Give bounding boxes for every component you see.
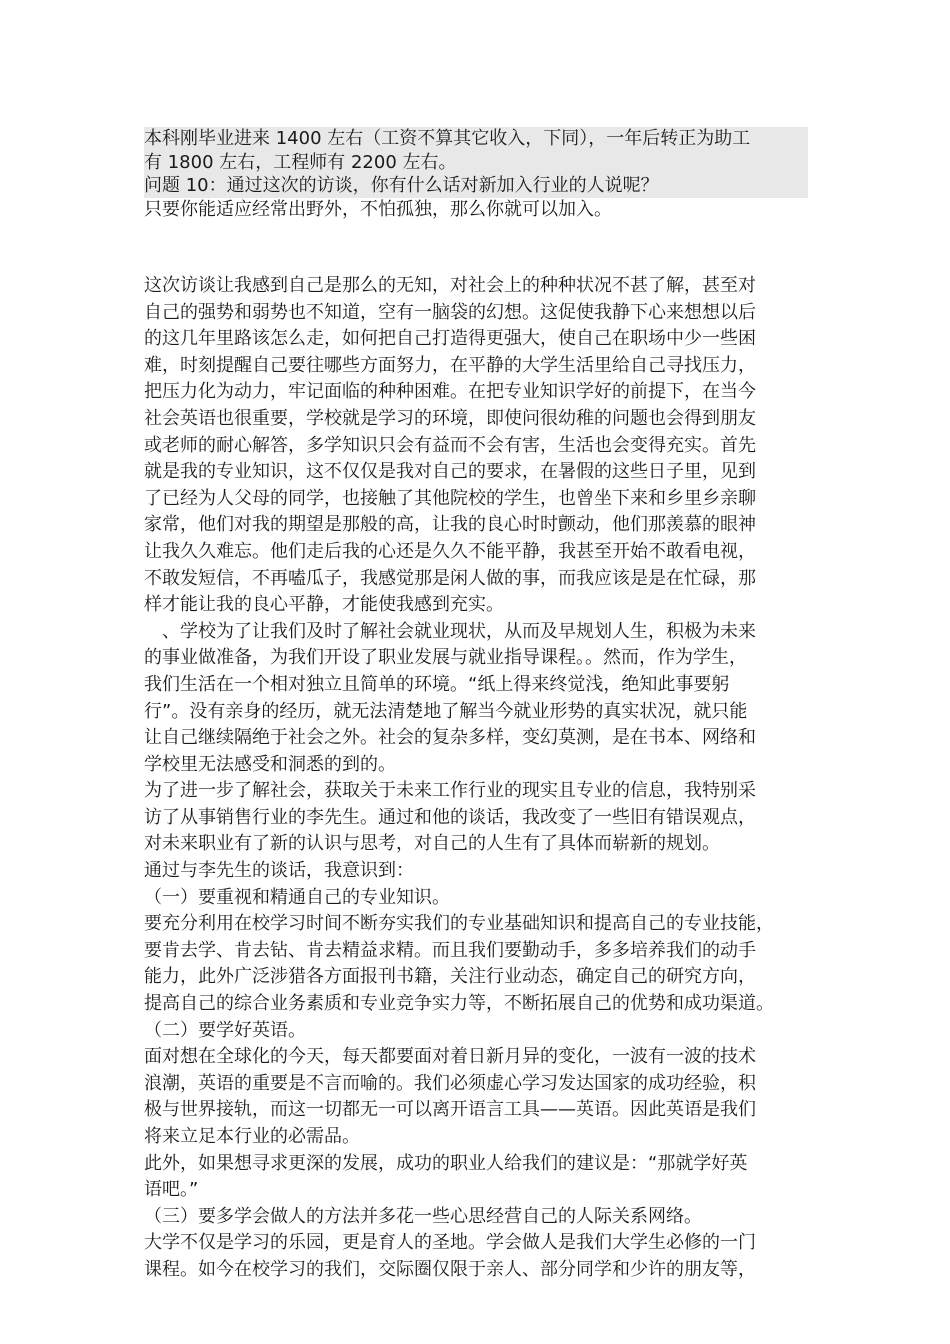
essay-line: 能力，此外广泛涉猎各方面报刊书籍，关注行业动态，确定自己的研究方向， [144,966,756,988]
essay-line: 难，时刻提醒自己要往哪些方面努力，在平静的大学生活里给自己寻找压力， [144,354,756,376]
essay-line: 访了从事销售行业的李先生。通过和他的谈话，我改变了一些旧有错误观点， [144,806,756,828]
essay-line: 或老师的耐心解答，多学知识只会有益而不会有害，生活也会变得充实。首先 [144,434,756,456]
section-heading-1: （一）要重视和精通自己的专业知识。 [144,886,450,908]
essay-line: 通过与李先生的谈话，我意识到： [144,860,414,882]
essay-line: 让我久久难忘。他们走后我的心还是久久不能平静，我甚至开始不敢看电视， [144,540,756,562]
essay-line: 课程。如今在校学习的我们，交际圈仅限于亲人、部分同学和少许的朋友等， [144,1258,756,1280]
essay-line: 、学校为了让我们及时了解社会就业现状，从而及早规划人生，积极为未来 [144,620,756,642]
essay-line: 就是我的专业知识，这不仅仅是我对自己的要求，在暑假的这些日子里，见到 [144,461,756,483]
section-heading-3: （三）要多学会做人的方法并多花一些心思经营自己的人际关系网络。 [144,1205,702,1227]
essay-line: 语吧。” [144,1179,199,1201]
essay-line: 提高自己的综合业务素质和专业竞争实力等，不断拓展自己的优势和成功渠道。 [144,993,774,1015]
essay-line: 行”。没有亲身的经历，就无法清楚地了解当今就业形势的真实状况，就只能 [144,700,748,722]
essay-line: 家常，他们对我的期望是那般的高，让我的良心时时颤动，他们那羡慕的眼神 [144,514,756,536]
essay-body [144,273,808,1284]
essay-line: 的这几年里路该怎么走，如何把自己打造得更强大，使自己在职场中少一些困 [144,328,756,350]
essay-line: 这次访谈让我感到自己是那么的无知，对社会上的种种状况不甚了解，甚至对 [144,275,756,296]
essay-line: 此外，如果想寻求更深的发展，成功的职业人给我们的建议是：“那就学好英 [144,1152,748,1174]
essay-line: 大学不仅是学习的乐园，更是育人的圣地。学会做人是我们大学生必修的一门 [144,1232,756,1254]
essay-line: 对未来职业有了新的认识与思考，对自己的人生有了具体而崭新的规划。 [144,833,720,855]
essay-line: 要肯去学、肯去钻、肯去精益求精。而且我们要勤动手，多多培养我们的动手 [144,939,756,961]
essay-line: 要充分利用在校学习时间不断夯实我们的专业基础知识和提高自己的专业技能， [144,913,774,935]
essay-line: 了已经为人父母的同学，也接触了其他院校的学生，也曾坐下来和乡里乡亲聊 [144,487,756,509]
essay-line: 将来立足本行业的必需品。 [144,1126,360,1147]
essay-line: 学校里无法感受和洞悉的到的。 [144,753,396,775]
essay-line: 不敢发短信，不再嗑瓜子，我感觉那是闲人做的事，而我应该是是在忙碌，那 [144,567,756,589]
answer-10: 只要你能适应经常出野外，不怕孤独，那么你就可以加入。 [144,198,612,220]
interview-tail [144,127,808,221]
essay-line: 的事业做准备，为我们开设了职业发展与就业指导课程。。然而，作为学生， [144,647,747,669]
essay-line: 社会英语也很重要，学校就是学习的环境，即使问很幼稚的问题也会得到朋友 [144,407,756,429]
essay-line: 让自己继续隔绝于社会之外。社会的复杂多样，变幻莫测，是在书本、网络和 [144,727,756,749]
essay-line: 极与世界接轨，而这一切都无一可以离开语言工具——英语。因此英语是我们 [144,1099,756,1121]
question-10: 问题 10：通过这次的访谈，你有什么话对新加入行业的人说呢？ [144,174,808,198]
essay-line: 自己的强势和弱势也不知道，空有一脑袋的幻想。这促使我静下心来想想以后 [144,301,756,323]
essay-line: 我们生活在一个相对独立且简单的环境。“纸上得来终觉浅，绝知此事要躬 [144,673,730,695]
salary-line-2: 有 1800 左右，工程师有 2200 左右。 [144,151,808,175]
essay-line: 样才能让我的良心平静，才能使我感到充实。 [144,594,504,616]
essay-line: 为了进一步了解社会，获取关于未来工作行业的现实且专业的信息，我特别采 [144,780,756,802]
essay-line: 面对想在全球化的今天，每天都要面对着日新月异的变化，一波有一波的技术 [144,1046,756,1068]
essay-line: 浪潮，英语的重要是不言而喻的。我们必须虚心学习发达国家的成功经验，积 [144,1072,756,1094]
salary-line-1: 本科刚毕业进来 1400 左右（工资不算其它收入，下同），一年后转正为助工 [144,127,808,151]
essay-line: 把压力化为动力，牢记面临的种种困难。在把专业知识学好的前提下，在当今 [144,381,756,403]
section-heading-2: （二）要学好英语。 [144,1019,306,1041]
